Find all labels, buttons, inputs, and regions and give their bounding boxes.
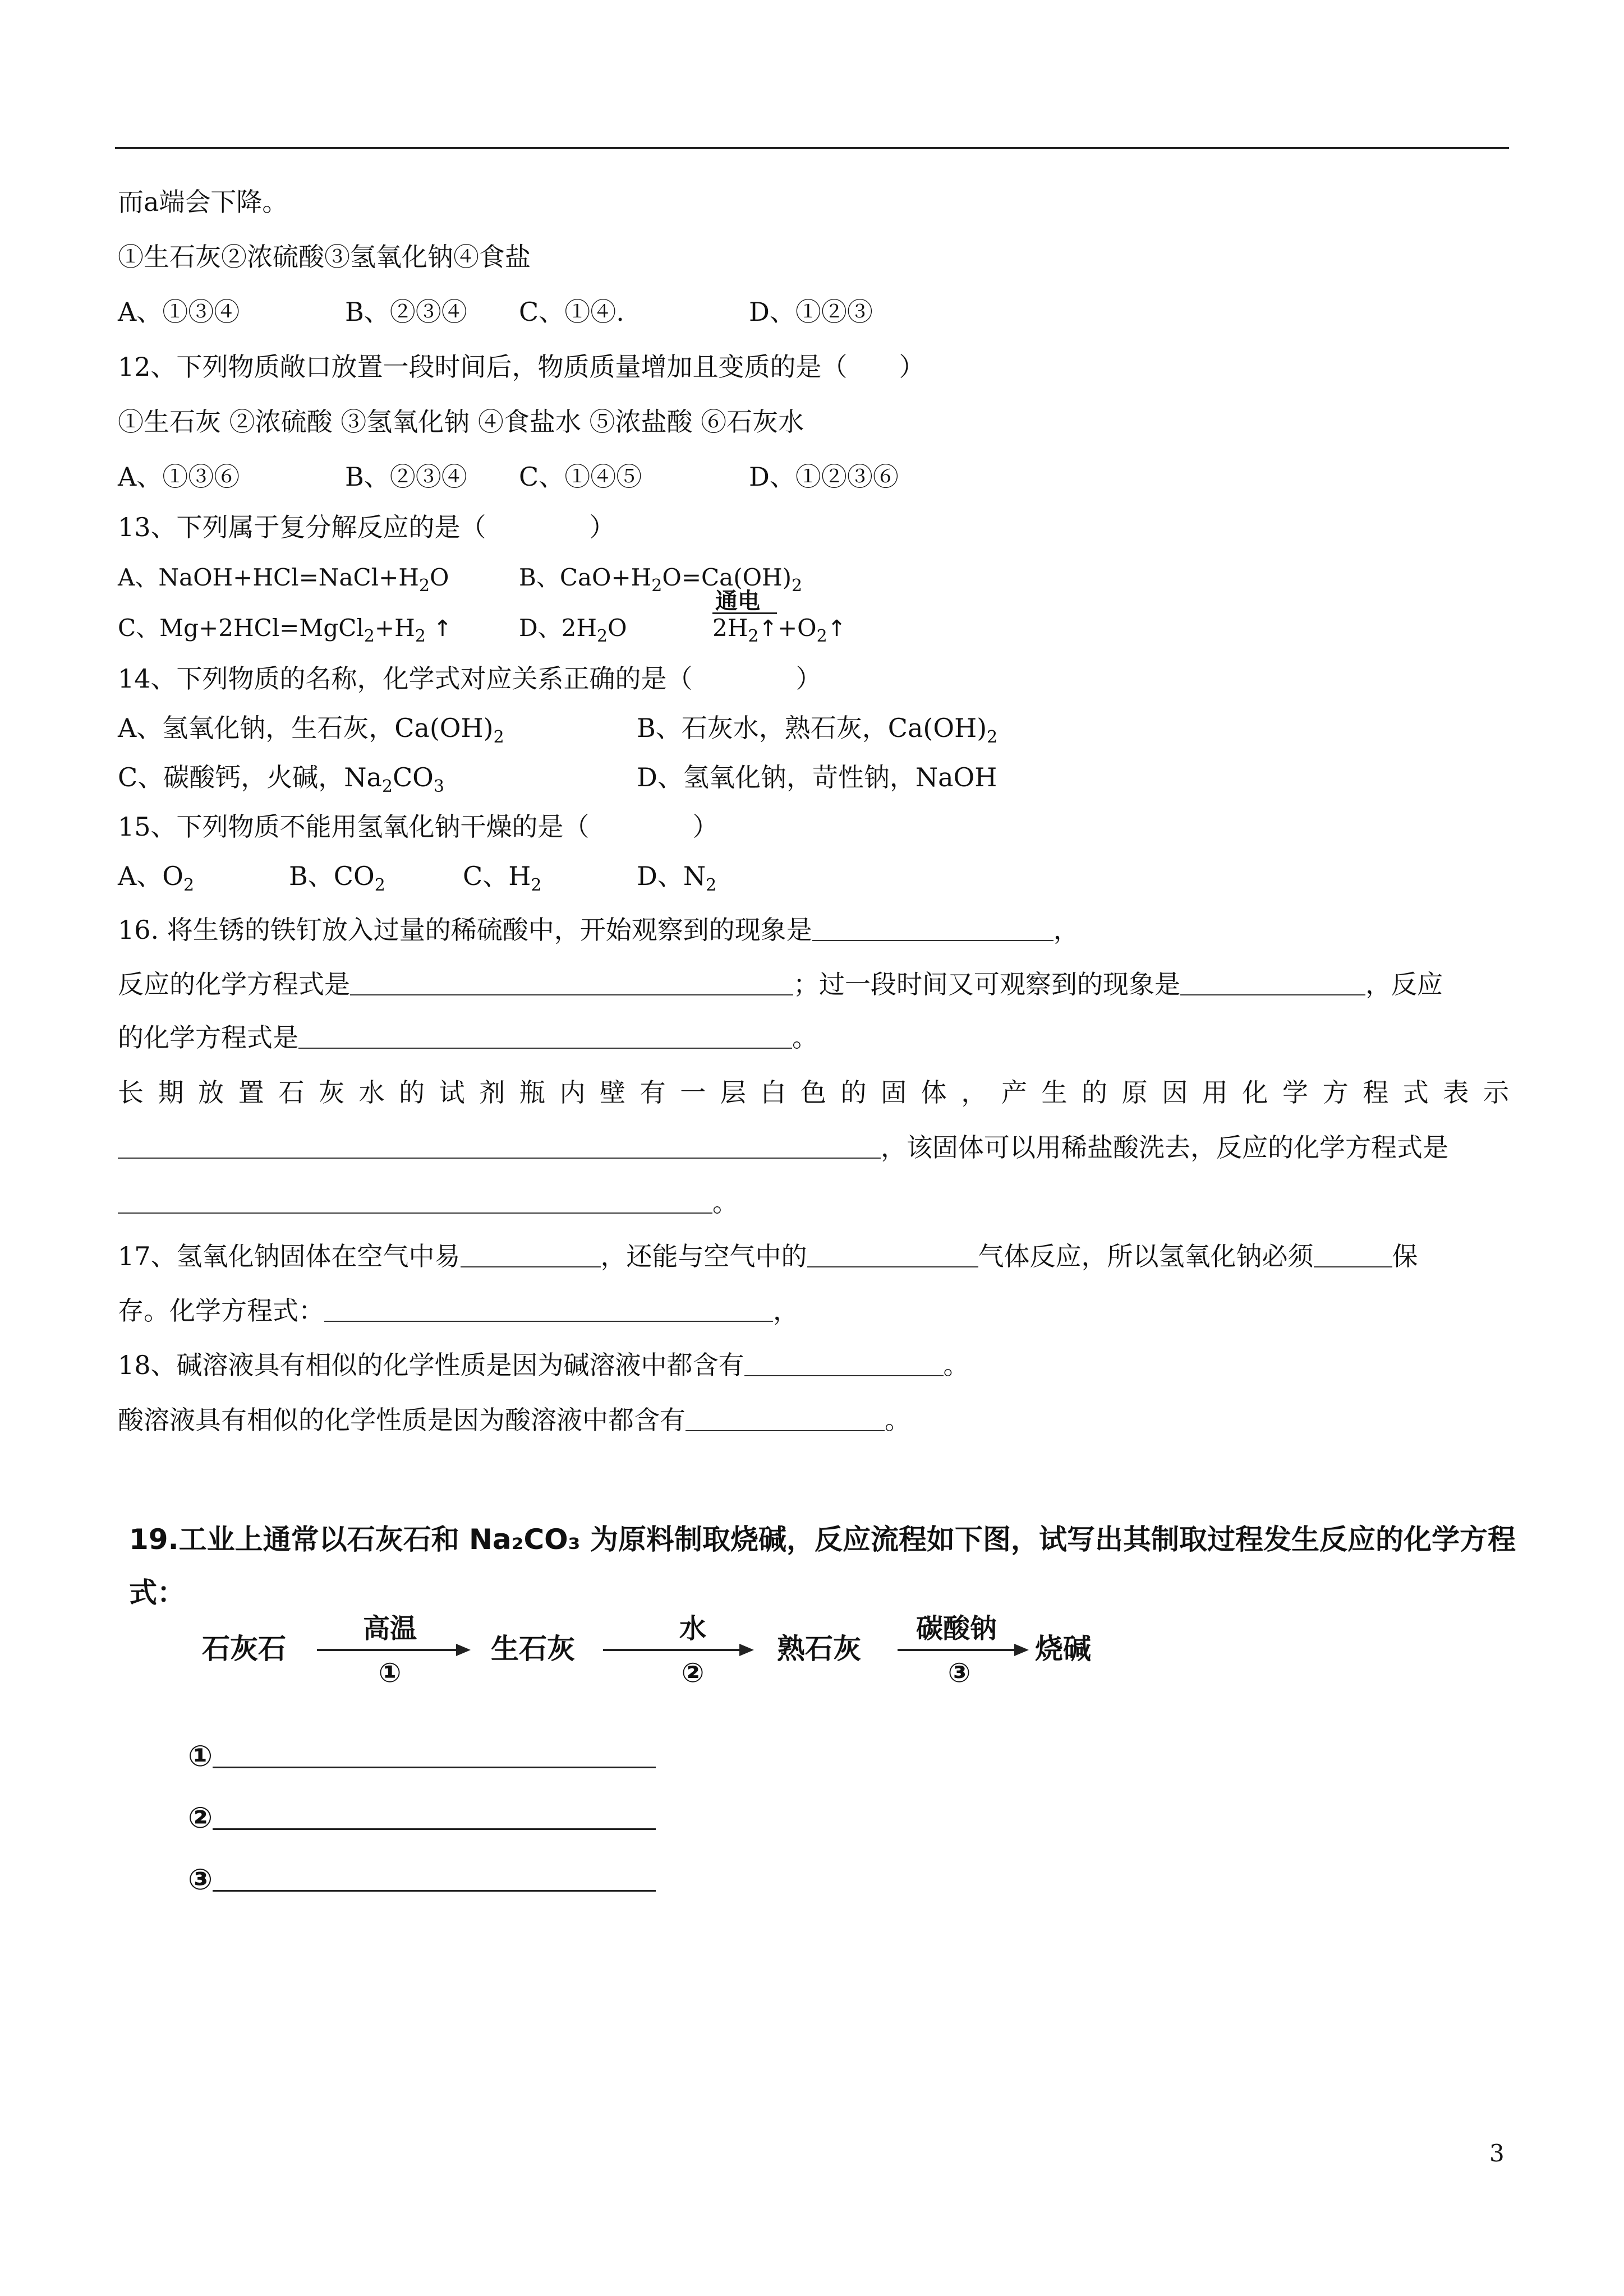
electrolysis-condition: 通电 bbox=[715, 588, 760, 614]
q14-option-a: A、氢氧化钠，生石灰，$Ca(OH)_2$ bbox=[118, 713, 504, 747]
q13-option-c: C、$Mg+2HCl=MgCl_2+H_2$ ↑ bbox=[118, 614, 452, 646]
flow-step-3: ③ bbox=[947, 1657, 971, 1689]
flow-step-1: ① bbox=[378, 1657, 402, 1689]
question-17-line2: 存。化学方程式： ， bbox=[118, 1295, 799, 1326]
answer-line-1: ① bbox=[188, 1739, 656, 1773]
q11-option-c: C、①④. bbox=[519, 297, 624, 327]
answer-blank[interactable] bbox=[298, 1023, 792, 1049]
question-12: 12、下列物质敞口放置一段时间后，物质质量增加且变质的是（ ） bbox=[118, 352, 925, 382]
text-line: ①生石灰②浓硫酸③氢氧化钠④食盐 bbox=[118, 242, 531, 272]
flow-condition-1: 高温 bbox=[362, 1613, 417, 1644]
q15-option-c: C、$H_2$ bbox=[463, 861, 542, 895]
q12-option-c: C、①④⑤ bbox=[519, 462, 642, 492]
question-15: 15、下列物质不能用氢氧化钠干燥的是（ ） bbox=[118, 812, 719, 842]
question-17-line1: 17、氢氧化钠固体在空气中易 ，还能与空气中的 气体反应，所以氢氧化钠必须 保 bbox=[118, 1241, 1418, 1271]
answer-blank[interactable] bbox=[324, 1296, 773, 1322]
question-19-line1: 19.工业上通常以石灰石和 Na₂CO₃ 为原料制取烧碱，反应流程如下图，试写出其制取过程发生反应的化学方程 bbox=[129, 1523, 1516, 1556]
flow-node-quicklime: 生石灰 bbox=[491, 1633, 575, 1665]
answer-blank[interactable] bbox=[812, 915, 1053, 941]
answer-blank[interactable] bbox=[1180, 970, 1365, 995]
q15-option-a: A、$O_2$ bbox=[118, 861, 195, 895]
q12-option-d: D、①②③⑥ bbox=[749, 462, 899, 492]
answer-line-3: ③ bbox=[188, 1862, 656, 1897]
header-rule bbox=[115, 147, 1509, 149]
flow-condition-3: 碳酸钠 bbox=[915, 1613, 997, 1644]
q14-option-d: D、氢氧化钠，苛性钠，NaOH bbox=[637, 762, 997, 792]
q11-option-d: D、①②③ bbox=[749, 297, 873, 327]
q14-option-b: B、石灰水，熟石灰，$Ca(OH)_2$ bbox=[637, 713, 998, 747]
flow-node-caustic-soda: 烧碱 bbox=[1035, 1633, 1091, 1665]
answer-blank[interactable] bbox=[213, 1862, 656, 1892]
q15-option-b: B、$CO_2$ bbox=[289, 861, 385, 895]
q14-option-c: C、碳酸钙，火碱，$Na_2CO_3$ bbox=[118, 762, 444, 796]
q13-option-d-products: $2H_2↑+O_2↑$ bbox=[712, 614, 846, 646]
answer-blank[interactable] bbox=[686, 1405, 885, 1431]
q12-option-b: B、②③④ bbox=[345, 462, 467, 492]
flow-arrow-2 bbox=[603, 1649, 752, 1651]
question-16-line6: 。 bbox=[118, 1186, 738, 1219]
question-14: 14、下列物质的名称，化学式对应关系正确的是（ ） bbox=[118, 663, 822, 694]
answer-blank[interactable] bbox=[1314, 1242, 1392, 1267]
answer-blank[interactable] bbox=[118, 1133, 881, 1159]
flow-condition-2: 水 bbox=[679, 1613, 706, 1644]
q12-option-a: A、①③⑥ bbox=[118, 462, 240, 492]
question-13: 13、下列属于复分解反应的是（ ） bbox=[118, 512, 615, 542]
answer-blank[interactable] bbox=[744, 1350, 944, 1376]
q13-option-b: B、$CaO+H_2O=Ca(OH)_2$ bbox=[519, 564, 803, 596]
answer-blank[interactable] bbox=[118, 1188, 712, 1214]
flow-node-limestone: 石灰石 bbox=[202, 1633, 286, 1665]
answer-blank[interactable] bbox=[807, 1242, 978, 1267]
answer-blank[interactable] bbox=[213, 1739, 656, 1768]
question-18-line2: 酸溶液具有相似的化学性质是因为酸溶液中都含有 。 bbox=[118, 1405, 910, 1435]
question-19-line2: 式： bbox=[129, 1576, 185, 1609]
question-16-line1: 16. 将生锈的铁钉放入过量的稀硫酸中，开始观察到的现象是 ， bbox=[118, 915, 1079, 945]
answer-blank[interactable] bbox=[350, 970, 793, 995]
q11-option-b: B、②③④ bbox=[345, 297, 467, 327]
q13-option-a: A、$NaOH+HCl=NaCl+H_2O$ bbox=[118, 564, 449, 596]
flow-arrow-3 bbox=[898, 1649, 1027, 1651]
q11-option-a: A、①③④ bbox=[118, 297, 240, 327]
answer-line-2: ② bbox=[188, 1800, 656, 1835]
flow-arrow-1 bbox=[317, 1649, 468, 1651]
q15-option-d: D、$N_2$ bbox=[637, 861, 717, 895]
page-number: 3 bbox=[1489, 2140, 1505, 2167]
question-16-line4: 长期放置石灰水的试剂瓶内壁有一层白色的固体，产生的原因用化学方程式表示 bbox=[118, 1077, 1509, 1108]
flow-step-2: ② bbox=[681, 1657, 705, 1689]
answer-blank[interactable] bbox=[461, 1242, 601, 1267]
flow-node-slaked-lime: 熟石灰 bbox=[777, 1633, 861, 1665]
question-16-line2: 反应的化学方程式是 ；过一段时间又可观察到的现象是 ，反应 bbox=[118, 969, 1443, 999]
text-line: 而a端会下降。 bbox=[118, 187, 288, 217]
question-16-line3: 的化学方程式是 。 bbox=[118, 1022, 818, 1053]
question-12-items: ①生石灰 ②浓硫酸 ③氢氧化钠 ④食盐水 ⑤浓盐酸 ⑥石灰水 bbox=[118, 407, 804, 437]
question-16-line5: ，该固体可以用稀盐酸洗去，反应的化学方程式是 bbox=[118, 1131, 1448, 1164]
question-18-line1: 18、碱溶液具有相似的化学性质是因为碱溶液中都含有 。 bbox=[118, 1350, 969, 1380]
q13-option-d: D、$2H_2O$ bbox=[519, 614, 627, 646]
answer-blank[interactable] bbox=[213, 1800, 656, 1830]
